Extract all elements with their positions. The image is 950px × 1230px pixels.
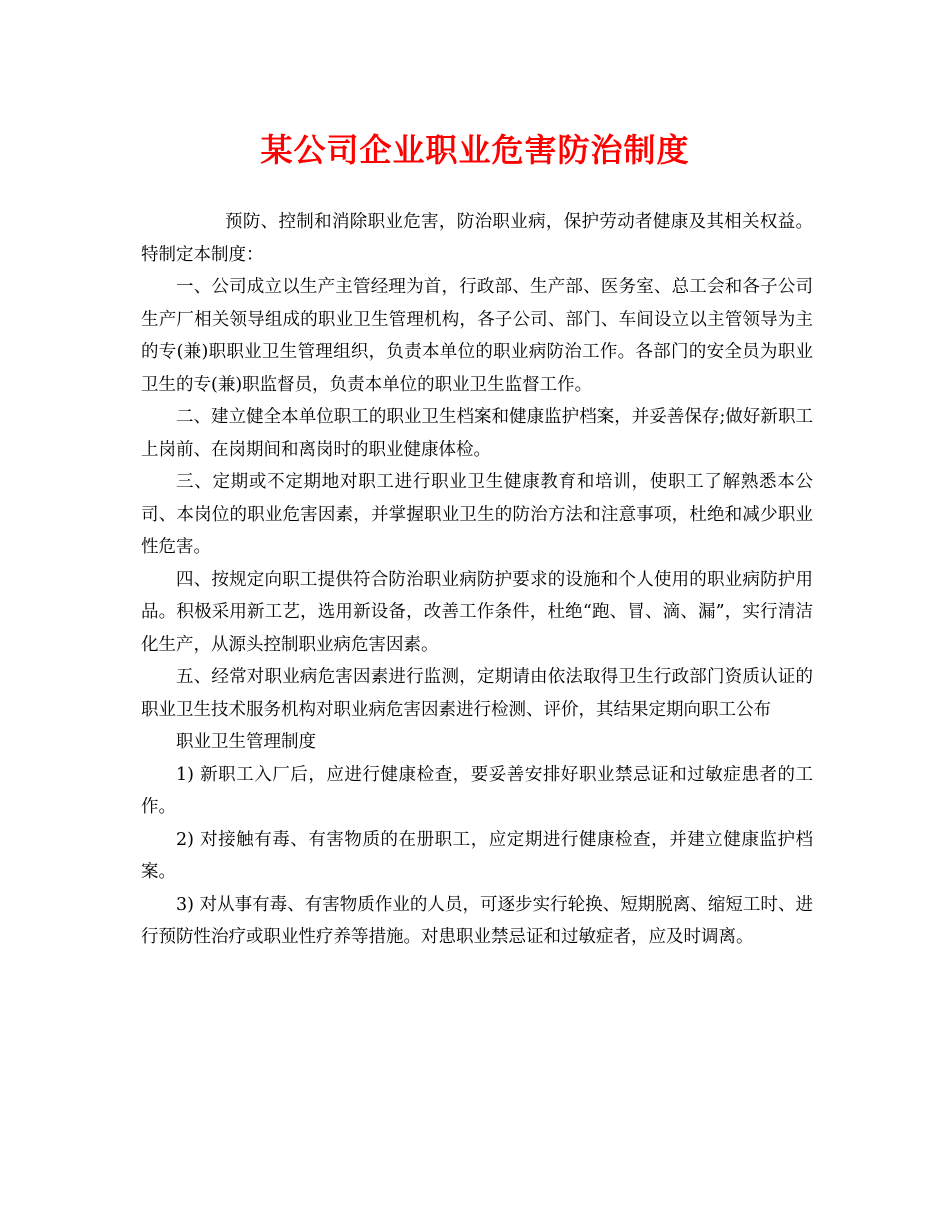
rule-1-paragraph: 1) 新职工入厂后，应进行健康检查，要妥善安排好职业禁忌证和过敏症患者的工作。 xyxy=(141,764,813,817)
article-3-paragraph: 三、定期或不定期地对职工进行职业卫生健康教育和培训，使职工了解熟悉本公司、本岗位的职业危害因素，并掌握职业卫生的防治方法和注意事项，杜绝和减少职业性危害。 xyxy=(141,472,813,557)
article-1-paragraph: 一、公司成立以生产主管经理为首，行政部、生产部、医务室、总工会和各子公司生产厂相关领导组成的职业卫生管理机构，各子公司、部门、车间设立以主管领导为主的专(兼)职职业卫生管理组织，负责本单位的职业病防治工作。各部门的安全员为职业卫生的专(兼)职监督员，负责本单位的职业卫生监督工作。 xyxy=(141,277,813,395)
section-heading: 职业卫生管理制度 xyxy=(176,732,316,752)
article-2-paragraph: 二、建立健全本单位职工的职业卫生档案和健康监护档案，并妥善保存;做好新职工上岗前、在岗期间和离岗时的职业健康体检。 xyxy=(141,407,813,460)
intro-paragraph: 预防、控制和消除职业危害，防治职业病，保护劳动者健康及其相关权益。特制定本制度： xyxy=(141,212,813,265)
article-4-paragraph: 四、按规定向职工提供符合防治职业病防护要求的设施和个人使用的职业病防护用品。积极采用新工艺，选用新设备，改善工作条件，杜绝“跑、冒、滴、漏”，实行清洁化生产，从源头控制职业病危害因素。 xyxy=(141,569,813,655)
rule-3-paragraph: 3) 对从事有毒、有害物质作业的人员，可逐步实行轮换、短期脱离、缩短工时、进行预防性治疗或职业性疗养等措施。对患职业禁忌证和过敏症者，应及时调离。 xyxy=(141,894,813,947)
document-title: 某公司企业职业危害防治制度 xyxy=(260,131,690,169)
article-5-paragraph: 五、经常对职业病危害因素进行监测，定期请由依法取得卫生行政部门资质认证的职业卫生技术服务机构对职业病危害因素进行检测、评价，其结果定期向职工公布 xyxy=(141,667,813,720)
rule-2-paragraph: 2) 对接触有毒、有害物质的在册职工，应定期进行健康检查，并建立健康监护档案。 xyxy=(141,829,813,882)
document-body xyxy=(141,206,813,954)
